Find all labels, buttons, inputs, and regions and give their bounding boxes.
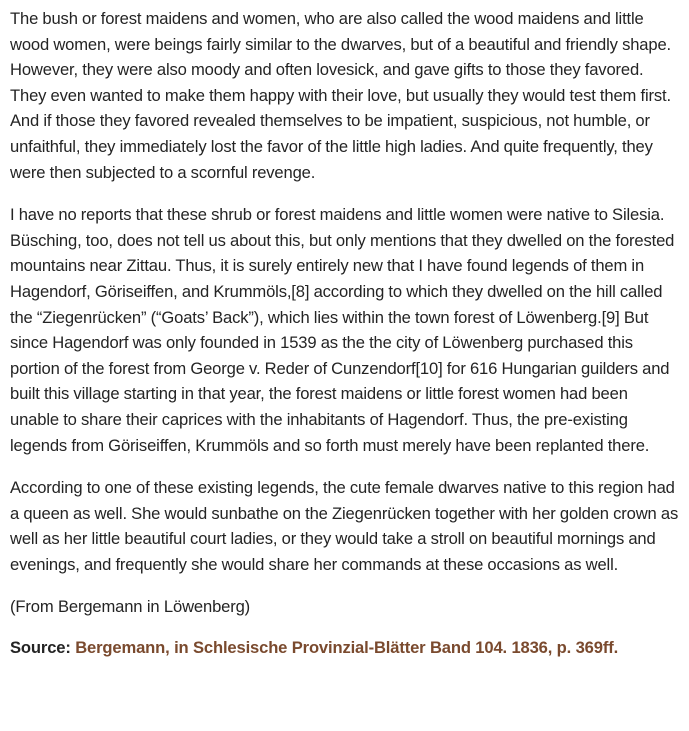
- source-line: [10, 635, 679, 661]
- paragraph-forest-maidens: The bush or forest maidens and women, who are also called the wood maidens and little wood women, were beings fairly similar to the dwarves, but of a beautiful and friendly shape. However, they were also moody and often lovesick, and gave gifts to those they favored. They even wanted to make them happy with their love, but usually they would test them first. And if those they favored revealed themselves to be impatient, suspicious, not humble, or unfaithful, they immediately lost the favor of the little high ladies. And quite frequently, they were then subjected to a scornful revenge.: [10, 9, 671, 182]
- attribution-line: (From Bergemann in Löwenberg): [10, 597, 251, 617]
- paragraph-silesia-reports: I have no reports that these shrub or forest maidens and little women were native to Silesia. Büsching, too, does not tell us about this, but only mentions that they dwelled on the forested mountains near Zittau. Thus, it is surely entirely new that I have found legends of them in Hagendorf, Göriseiffen, and Krummöls,[8] according to which they dwelled on the hill called the “Ziegenrücken” (“Goats’ Back”), which lies within the town forest of Löwenberg.[9] But since Hagendorf was only founded in 1539 as the the city of Löwenberg purchased this portion of the forest from George v. Reder of Cunzendorf[10] for 616 Hungarian guilders and built this village starting in that year, the forest maidens or little forest women had been unable to share their caprices with the inhabitants of Hagendorf. Thus, the pre-existing legends from Göriseiffen, Krummöls and so forth must merely have been replanted there.: [10, 205, 675, 455]
- paragraph-dwarf-queen: According to one of these existing legends, the cute female dwarves native to this region had a queen as well. She would sunbathe on the Ziegenrücken together with her golden crown as well as her little beautiful court ladies, or they would take a stroll on beautiful mornings and evenings, and frequently she would share her commands at these occasions as well.: [10, 478, 679, 574]
- source-link[interactable]: Bergemann, in Schlesische Provinzial-Blätter Band 104. 1836, p. 369ff.: [75, 638, 619, 658]
- source-label: Source:: [10, 638, 71, 658]
